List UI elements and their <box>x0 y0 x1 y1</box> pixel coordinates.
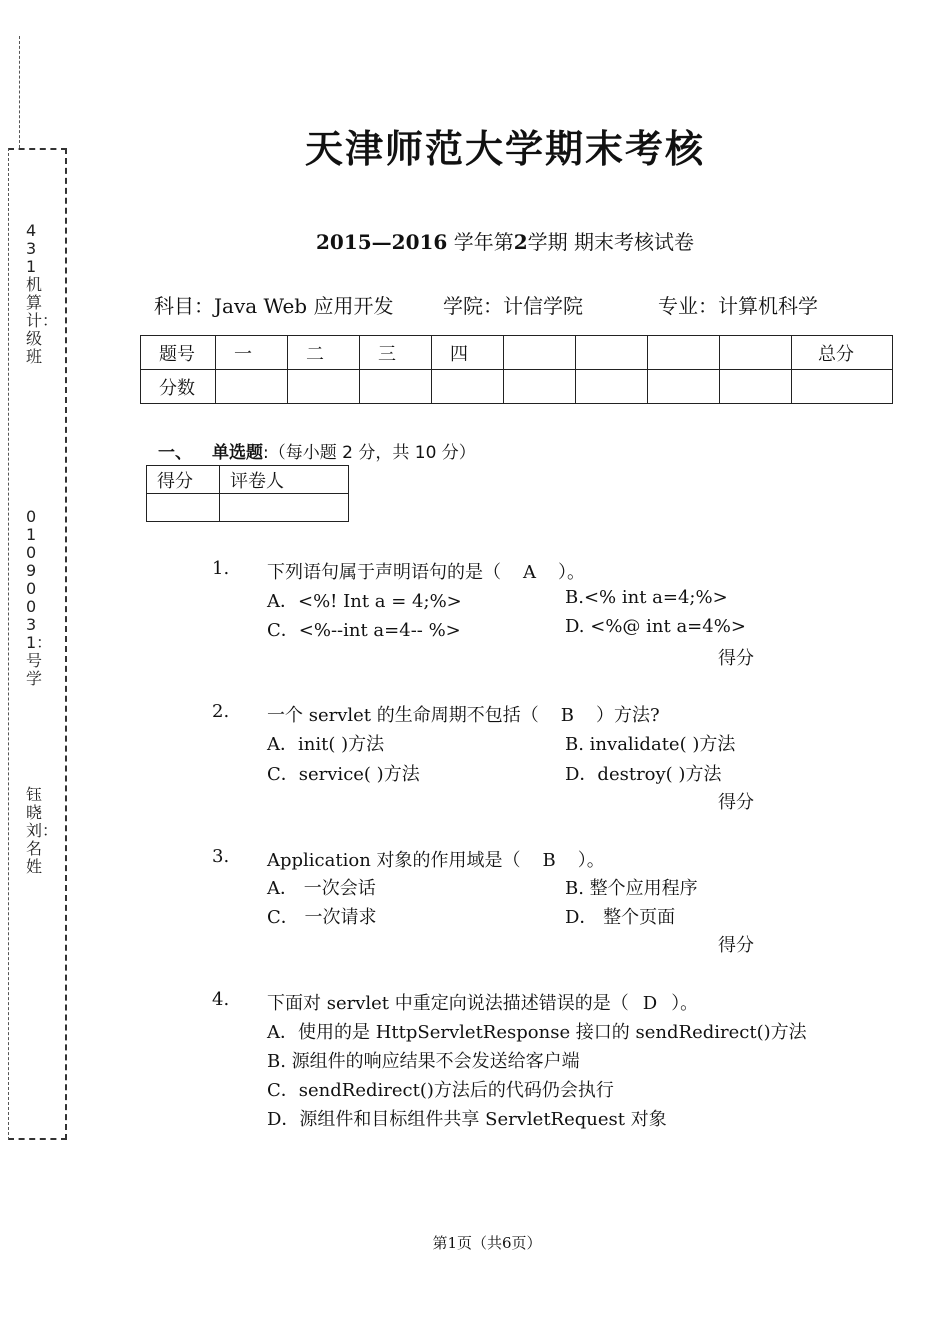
option-c: C．<%--int a=4-- %> <box>267 620 461 641</box>
option-c: C． 一次请求 <box>267 907 377 928</box>
option-a: A．init( )方法 <box>267 734 385 755</box>
section-number: 一、 <box>158 443 192 463</box>
option-b: B.<% int a=4;%> <box>565 587 728 608</box>
option-c: C．sendRedirect()方法后的代码仍会执行 <box>267 1080 614 1101</box>
question-text <box>267 701 660 727</box>
option-d: D．destroy( )方法 <box>565 764 722 785</box>
term-number: 2 <box>513 230 528 254</box>
option-a: A．使用的是 HttpServletResponse 接口的 sendRedirect()方法 <box>267 1022 807 1043</box>
score-cell <box>576 336 648 370</box>
option-d: D．源组件和目标组件共享 ServletRequest 对象 <box>267 1109 667 1130</box>
score-cell <box>216 370 288 404</box>
college-info: 学院：计信学院 <box>443 294 583 318</box>
grader-reviewer-cell <box>220 494 349 522</box>
option-d: D． 整个页面 <box>565 907 676 928</box>
score-cell: 题号 <box>141 336 216 370</box>
score-cell <box>576 370 648 404</box>
section-heading <box>158 438 476 463</box>
score-cell: 三 <box>360 336 432 370</box>
question-score-label: 得分 <box>718 648 754 669</box>
question-text <box>267 846 605 872</box>
score-cell <box>648 370 720 404</box>
question-tail: ）。 <box>671 993 699 1014</box>
score-cell: 一 <box>216 336 288 370</box>
grader-reviewer-label: 评卷人 <box>220 466 349 494</box>
page-title: 天津师范大学期末考核 <box>304 127 705 171</box>
score-cell <box>504 336 576 370</box>
question-answer: A <box>523 562 536 583</box>
academic-years: 2015—2016 <box>316 230 448 254</box>
question-score-label: 得分 <box>718 935 754 956</box>
score-cell: 总分 <box>792 336 893 370</box>
question-text <box>267 558 585 584</box>
subtitle-rest: 学期 期末考核试卷 <box>527 230 694 254</box>
score-cell <box>360 370 432 404</box>
question-stem: 一个 servlet 的生命周期不包括（ <box>267 705 539 726</box>
exam-subtitle <box>0 226 950 255</box>
score-cell <box>432 370 504 404</box>
score-cell: 二 <box>288 336 360 370</box>
section-title: 单选题 <box>212 443 263 463</box>
option-d: D. <%@ int a=4%> <box>565 616 746 637</box>
page-footer: 第1页（共6页） <box>432 1234 542 1252</box>
binding-student-id-field: 01090031：号学 <box>26 507 53 688</box>
score-cell <box>648 336 720 370</box>
score-table <box>140 335 893 404</box>
option-c: C．service( )方法 <box>267 764 420 785</box>
score-cell <box>504 370 576 404</box>
question-tail: ）。 <box>577 850 605 871</box>
subject-info: 科目：Java Web 应用开发 <box>154 294 394 318</box>
score-table-value-row <box>141 370 893 404</box>
score-cell <box>792 370 893 404</box>
binding-class-field: 431机算计：级班 <box>26 221 59 366</box>
score-cell: 分数 <box>141 370 216 404</box>
score-table-header-row <box>141 336 893 370</box>
option-b: B. invalidate( )方法 <box>565 734 736 755</box>
question-stem: 下面对 servlet 中重定向说法描述错误的是（ <box>267 993 629 1014</box>
binding-name-field: 钰晓刘：名姓 <box>26 785 59 876</box>
section-note: :（每小题 2 分，共 10 分） <box>263 443 476 463</box>
grader-score-label: 得分 <box>147 466 220 494</box>
grader-score-cell <box>147 494 220 522</box>
option-b: B. 源组件的响应结果不会发送给客户端 <box>267 1051 580 1072</box>
question-number: 4. <box>212 989 230 1010</box>
question-answer: B <box>560 705 574 726</box>
score-cell <box>288 370 360 404</box>
question-tail: ）。 <box>558 562 585 583</box>
question-answer: B <box>542 850 556 871</box>
score-cell <box>720 336 792 370</box>
option-b: B. 整个应用程序 <box>565 878 698 899</box>
question-tail: ）方法? <box>595 705 660 726</box>
question-score-label: 得分 <box>718 792 754 813</box>
question-answer: D <box>642 993 658 1014</box>
score-cell <box>720 370 792 404</box>
grader-table <box>146 465 349 522</box>
question-number: 1. <box>212 558 230 579</box>
major-info: 专业：计算机科学 <box>658 294 818 318</box>
option-a: A． 一次会话 <box>267 878 376 899</box>
question-stem: Application 对象的作用域是（ <box>267 850 521 871</box>
subtitle-mid: 学年第 <box>453 230 514 254</box>
question-stem: 下列语句属于声明语句的是（ <box>267 562 501 583</box>
option-a: A．<%! Int a = 4;%> <box>267 591 462 612</box>
question-text <box>267 989 698 1015</box>
question-number: 2. <box>212 701 230 722</box>
score-cell: 四 <box>432 336 504 370</box>
question-number: 3. <box>212 846 230 867</box>
